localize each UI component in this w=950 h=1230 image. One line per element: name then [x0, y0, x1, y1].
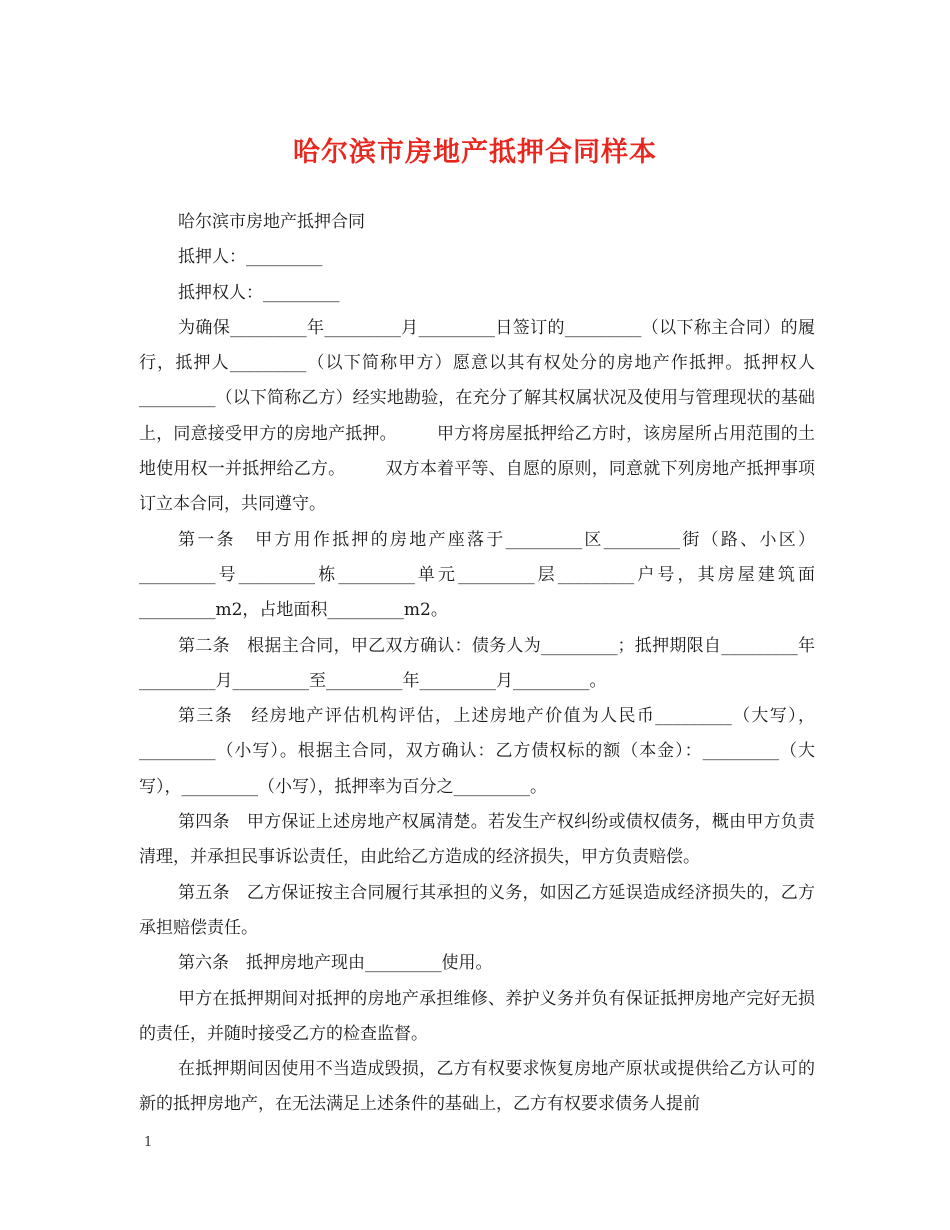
intro-paragraph: [139, 311, 815, 523]
mortgagor-line: 抵押人：_________: [178, 247, 323, 268]
intro-text-b: 甲方将房屋抵押给乙方时，该房屋所占用范围的土地使用权一并抵押给乙方。: [139, 423, 816, 480]
article-6: 第六条 抵押房地产现由_________使用。: [178, 953, 493, 974]
article-1: 第一条 甲方用作抵押的房地产座落于_________区_________街（路、小区）_________号_________栋_________单元_________层_________户号，其房屋建筑面_________m2，占地面积_________m2。: [139, 529, 815, 621]
intro-text-c: 双方本着平等、自愿的原则，同意就下列房地产抵押事项订立本合同，共同遵守。: [139, 459, 816, 515]
article-4: 第四条 甲方保证上述房地产权属清楚。若发生产权纠纷或债权债务，概由甲方负责清理，并承担民事诉讼责任，由此给乙方造成的经济损失，甲方负责赔偿。: [139, 812, 815, 868]
mortgagee-line: 抵押权人：_________: [178, 282, 340, 303]
intro-text-a: 为确保_________年_________月_________日签订的_________（以下称主合同）的履行，抵押人_________（以下简称甲方）愿意以其有权处分的房地产作抵押。抵押权人_________（以下简称乙方）经实地勘验，在充分了解其权属状况及使用与管理现状的基础上，同意接受甲方的房地产抵押。: [139, 317, 815, 444]
article-2: 第二条 根据主合同，甲乙双方确认：债务人为_________；抵押期限自_________年_________月_________至_________年_________月_________。: [139, 635, 815, 691]
article-3: 第三条 经房地产评估机构评估，上述房地产价值为人民币_________（大写），_________（小写）。根据主合同，双方确认：乙方债权标的额（本金）：_________（大写），_________（小写），抵押率为百分之_________。: [139, 706, 815, 797]
document-title: 哈尔滨市房地产抵押合同样本: [293, 137, 657, 168]
contract-heading: 哈尔滨市房地产抵押合同: [178, 212, 365, 232]
damage-paragraph: 在抵押期间因使用不当造成毁损，乙方有权要求恢复房地产原状或提供给乙方认可的新的抵押房地产，在无法满足上述条件的基础上，乙方有权要求债务人提前: [139, 1059, 815, 1115]
document-body: [139, 205, 815, 1123]
article-5: 第五条 乙方保证按主合同履行其承担的义务，如因乙方延误造成经济损失的，乙方承担赔偿责任。: [139, 882, 815, 938]
maintenance-paragraph: 甲方在抵押期间对抵押的房地产承担维修、养护义务并负有保证抵押房地产完好无损的责任，并随时接受乙方的检查监督。: [139, 988, 815, 1044]
page-number: 1: [144, 1135, 153, 1150]
